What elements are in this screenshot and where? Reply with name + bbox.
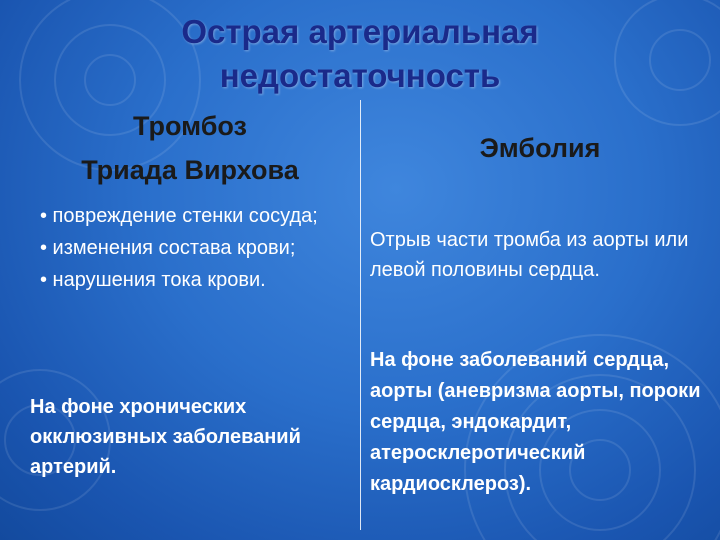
virchow-triad-list: [40, 203, 360, 294]
thrombosis-header-line-1: Тромбоз: [133, 111, 247, 141]
list-item: • изменения состава крови;: [40, 237, 296, 259]
thrombosis-header-line-2: Триада Вирхова: [81, 155, 299, 185]
title-line-1: Острая артериальная: [181, 13, 539, 50]
thrombosis-background-text: На фоне хронических окклюзивных заболеваний артерий.: [30, 396, 301, 478]
title-line-2: недостаточность: [219, 57, 501, 94]
list-item: • повреждение стенки сосуда;: [40, 205, 318, 227]
embolism-description: Отрыв части тромба из аорты или левой половины сердца.: [370, 229, 689, 281]
column-divider: [360, 100, 361, 530]
slide-title: [0, 10, 720, 98]
list-item: • нарушения тока крови.: [40, 269, 266, 291]
thrombosis-header: [30, 104, 350, 192]
embolism-background-text: На фоне заболеваний сердца, аорты (аневризма аорты, пороки сердца, эндокардит, атеросклеротический кардиосклероз).: [370, 349, 701, 495]
embolism-header: Эмболия: [479, 133, 601, 163]
